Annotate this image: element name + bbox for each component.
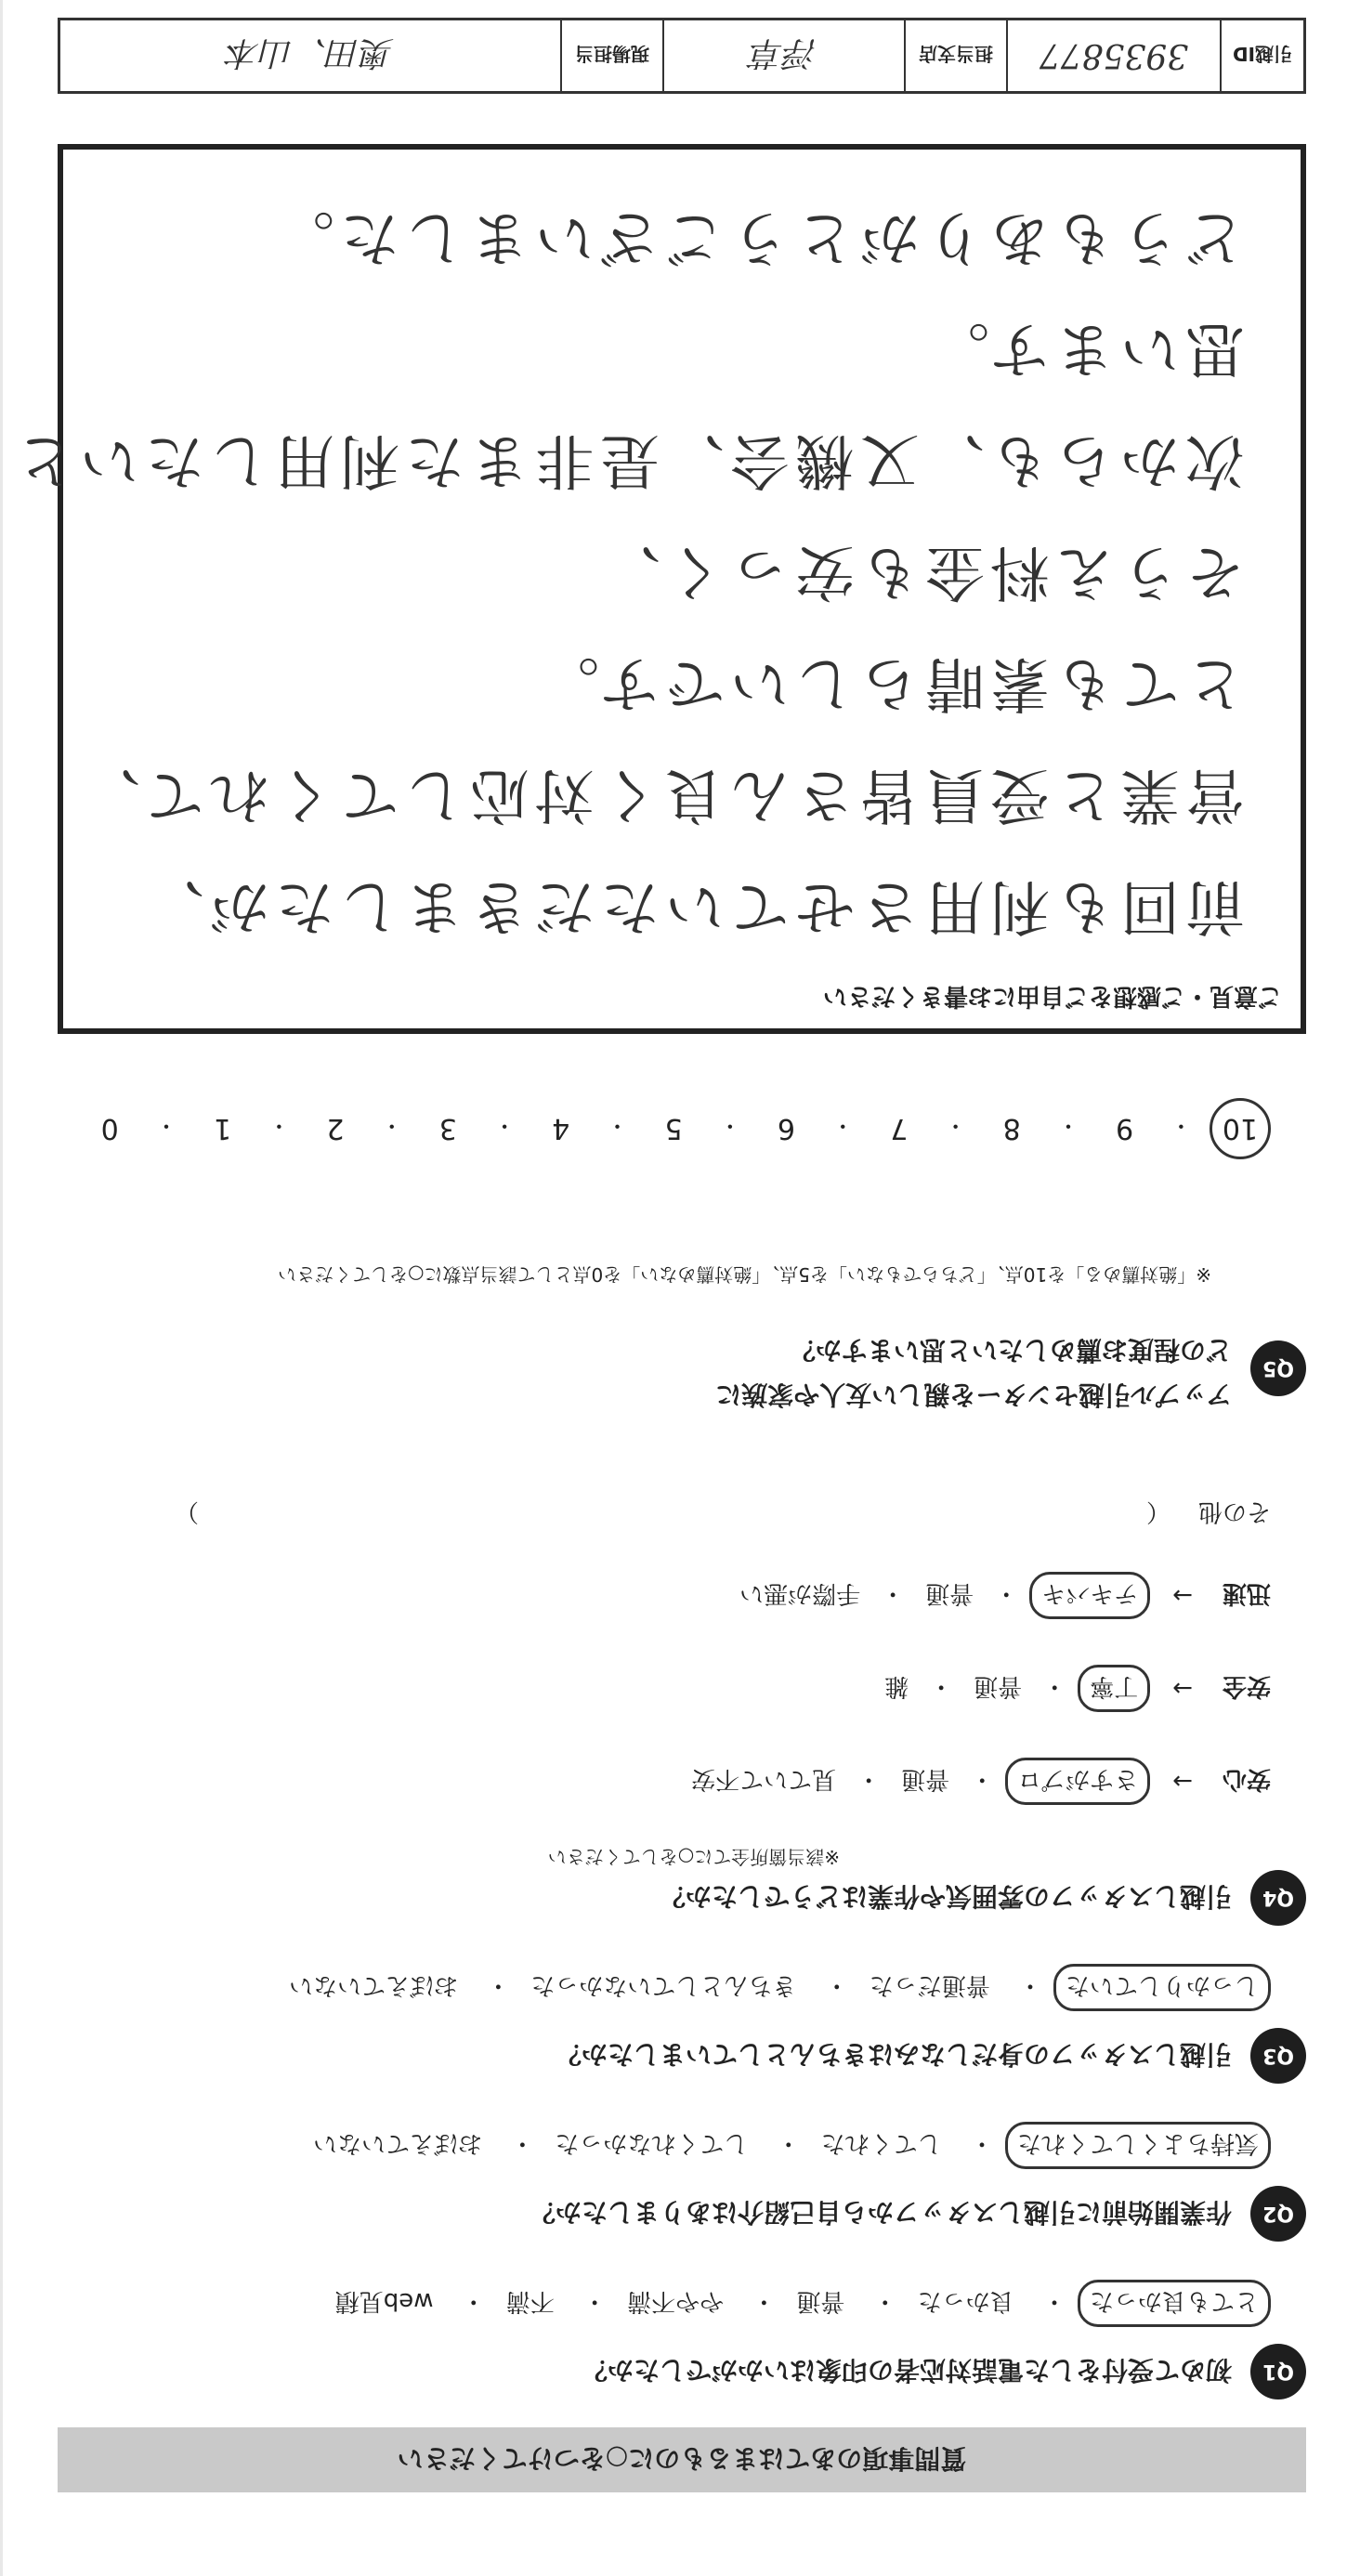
score-option-1[interactable]: 1 [214, 1112, 232, 1145]
q4-badge: Q4 [1250, 1870, 1306, 1926]
question-3 [556, 2028, 1306, 2084]
score-option-3[interactable]: 3 [438, 1112, 457, 1145]
comment-line: そうえ料金も安っく、 [595, 537, 1245, 606]
q5-score-scale: 10 ・ 9 ・ 8 ・ 7 ・ 6 ・ 5 ・ 4 ・ 3 ・ 2 ・ 1 ・ 0 [82, 1098, 1271, 1159]
q4-safety-option-rough[interactable]: 雑 [884, 1672, 909, 1700]
team-value: 奥田、山本 [227, 33, 395, 72]
arrow-icon: → [1172, 1581, 1193, 1610]
q4-note: ※該当箇所全てに○をしてください [547, 1846, 840, 1868]
q4-row-safety: 安全 → 丁寧 ・ 普通 ・ 雑 [875, 1665, 1271, 1712]
comment-line: 営業と受員皆さん良く対応してくれて、 [75, 760, 1245, 829]
score-option-7[interactable]: 7 [890, 1112, 909, 1145]
q1-option-good[interactable]: 良かった [917, 2287, 1014, 2315]
score-option-9[interactable]: 9 [1116, 1112, 1134, 1145]
q4-row-label: 迅速 [1222, 1579, 1271, 1607]
question-4 [660, 1870, 1306, 1926]
q3-option-dont-remember[interactable]: おぼえていない [289, 1971, 459, 1999]
q4-row-label: 安全 [1222, 1672, 1271, 1700]
q4-text: 引越しスタッフの雰囲気や作業はどうでしたか？ [659, 1881, 1232, 1912]
branch-label: 担当支店 [904, 20, 1006, 91]
q4-other-open: （ [1145, 1497, 1170, 1525]
q2-option-no[interactable]: してくれなかった [555, 2129, 749, 2157]
comment-line: 前回も利用させていただきましたが、 [139, 871, 1245, 940]
comment-line: 次からも、又機会、是非また利用したいと [9, 425, 1245, 494]
q2-badge: Q2 [1250, 2186, 1306, 2242]
score-option-8[interactable]: 8 [1002, 1112, 1021, 1145]
arrow-icon: → [1172, 1767, 1193, 1796]
q3-badge: Q3 [1250, 2028, 1306, 2084]
comment-line: どうもありがとうございました。 [269, 203, 1245, 271]
q1-option-very-good[interactable]: とても良かった [1078, 2280, 1271, 2327]
q4-row-other [175, 1497, 1271, 1531]
survey-title: 質問事項のあてはまるものに○をつけてください [58, 2427, 1306, 2492]
q4-relief-option-pro[interactable]: さすがプロ [1005, 1758, 1150, 1805]
q2-option-yes[interactable]: してくれた [820, 2129, 942, 2157]
q4-other-close: ） [174, 1497, 199, 1525]
q2-options: 気持ちよくしてくれた・ してくれた・ してくれなかった・ おぼえていない [304, 2122, 1271, 2169]
score-option-2[interactable]: 2 [326, 1112, 345, 1145]
q4-safety-option-careful[interactable]: 丁寧 [1078, 1665, 1150, 1712]
q5-text-line1: アップル引越センターを親しい友人や家族に [715, 1380, 1232, 1410]
q3-option-neat[interactable]: しっかりしていた [1053, 1964, 1271, 2011]
q4-relief-option-normal[interactable]: 普通 [901, 1765, 950, 1793]
id-label: 引越ID [1220, 20, 1303, 91]
q1-badge: Q1 [1250, 2344, 1306, 2399]
q1-text: 初めて受付をした電話対応者の印象はいかがでしたか？ [581, 2355, 1232, 2386]
q4-speed-option-clumsy[interactable]: 手際が悪い [739, 1579, 861, 1607]
q2-text: 作業開始前に引越しスタッフから自己紹介はありましたか？ [529, 2197, 1232, 2228]
q1-option-unsatisfied[interactable]: 不満 [505, 2287, 555, 2315]
q5-note: ※「絶対薦める」を10点、「どちらでもない」を5点、「絶対薦めない」を0点として該当点数に○をしてください [278, 1263, 1211, 1286]
q2-option-dont-remember[interactable]: おぼえていない [313, 2129, 483, 2157]
arrow-icon: → [1172, 1674, 1193, 1703]
q4-relief-option-uneasy[interactable]: 見ていて不安 [691, 1765, 837, 1793]
q3-option-normal[interactable]: 普通だった [869, 1971, 990, 1999]
q4-speed-option-normal[interactable]: 普通 [925, 1579, 974, 1607]
team-label: 現場担当 [560, 20, 662, 91]
q1-option-slightly-unsatisfied[interactable]: やや不満 [627, 2287, 725, 2315]
question-1 [582, 2344, 1306, 2399]
q4-safety-option-normal[interactable]: 普通 [974, 1672, 1023, 1700]
comment-line: とても素晴らしいです。 [534, 648, 1245, 717]
comment-label: ご意見・ご感想をご自由にお書きください [822, 982, 1282, 1010]
question-2 [530, 2186, 1306, 2242]
q4-row-label: 安心 [1222, 1765, 1271, 1793]
q3-text: 引越しスタッフの身だしなみはきちんとしていましたか？ [555, 2039, 1232, 2070]
q2-option-gladly[interactable]: 気持ちよくしてくれた [1005, 2122, 1271, 2169]
q5-badge: Q5 [1250, 1340, 1306, 1396]
q5-text-line2: どの程度お薦めしたいと思いますか？ [789, 1335, 1232, 1366]
q3-option-not-neat[interactable]: きちんとしていなかった [530, 1971, 797, 1999]
score-option-6[interactable]: 6 [777, 1112, 796, 1145]
q4-speed-option-brisk[interactable]: テキパキ [1029, 1572, 1150, 1619]
score-option-10[interactable]: 10 [1210, 1098, 1271, 1159]
id-value: 3935877 [1006, 20, 1220, 91]
q4-row-relief: 安心 → さすがプロ ・ 普通 ・ 見ていて不安 [682, 1758, 1271, 1805]
branch-value: 浮草 [662, 20, 904, 91]
comment-box[interactable] [9, 144, 1306, 1034]
q1-option-web[interactable]: web見積 [334, 2287, 434, 2315]
question-5 [715, 1333, 1306, 1415]
score-option-0[interactable]: 0 [100, 1112, 119, 1145]
q4-row-speed: 迅速 → テキパキ ・ 普通 ・ 手際が悪い [730, 1572, 1271, 1619]
q1-option-normal[interactable]: 普通 [796, 2287, 845, 2315]
score-option-5[interactable]: 5 [664, 1112, 683, 1145]
comment-line: 思います。 [924, 314, 1245, 383]
q3-options: しっかりしていた・ 普通だった・ きちんとしていなかった・ おぼえていない [280, 1964, 1271, 2011]
q4-other-label: その他 [1197, 1497, 1271, 1525]
q1-options: とても良かった・ 良かった・ 普通・ やや不満・ 不満・ web見積 [326, 2280, 1271, 2327]
score-option-4[interactable]: 4 [552, 1112, 570, 1145]
header-table [58, 18, 1306, 94]
